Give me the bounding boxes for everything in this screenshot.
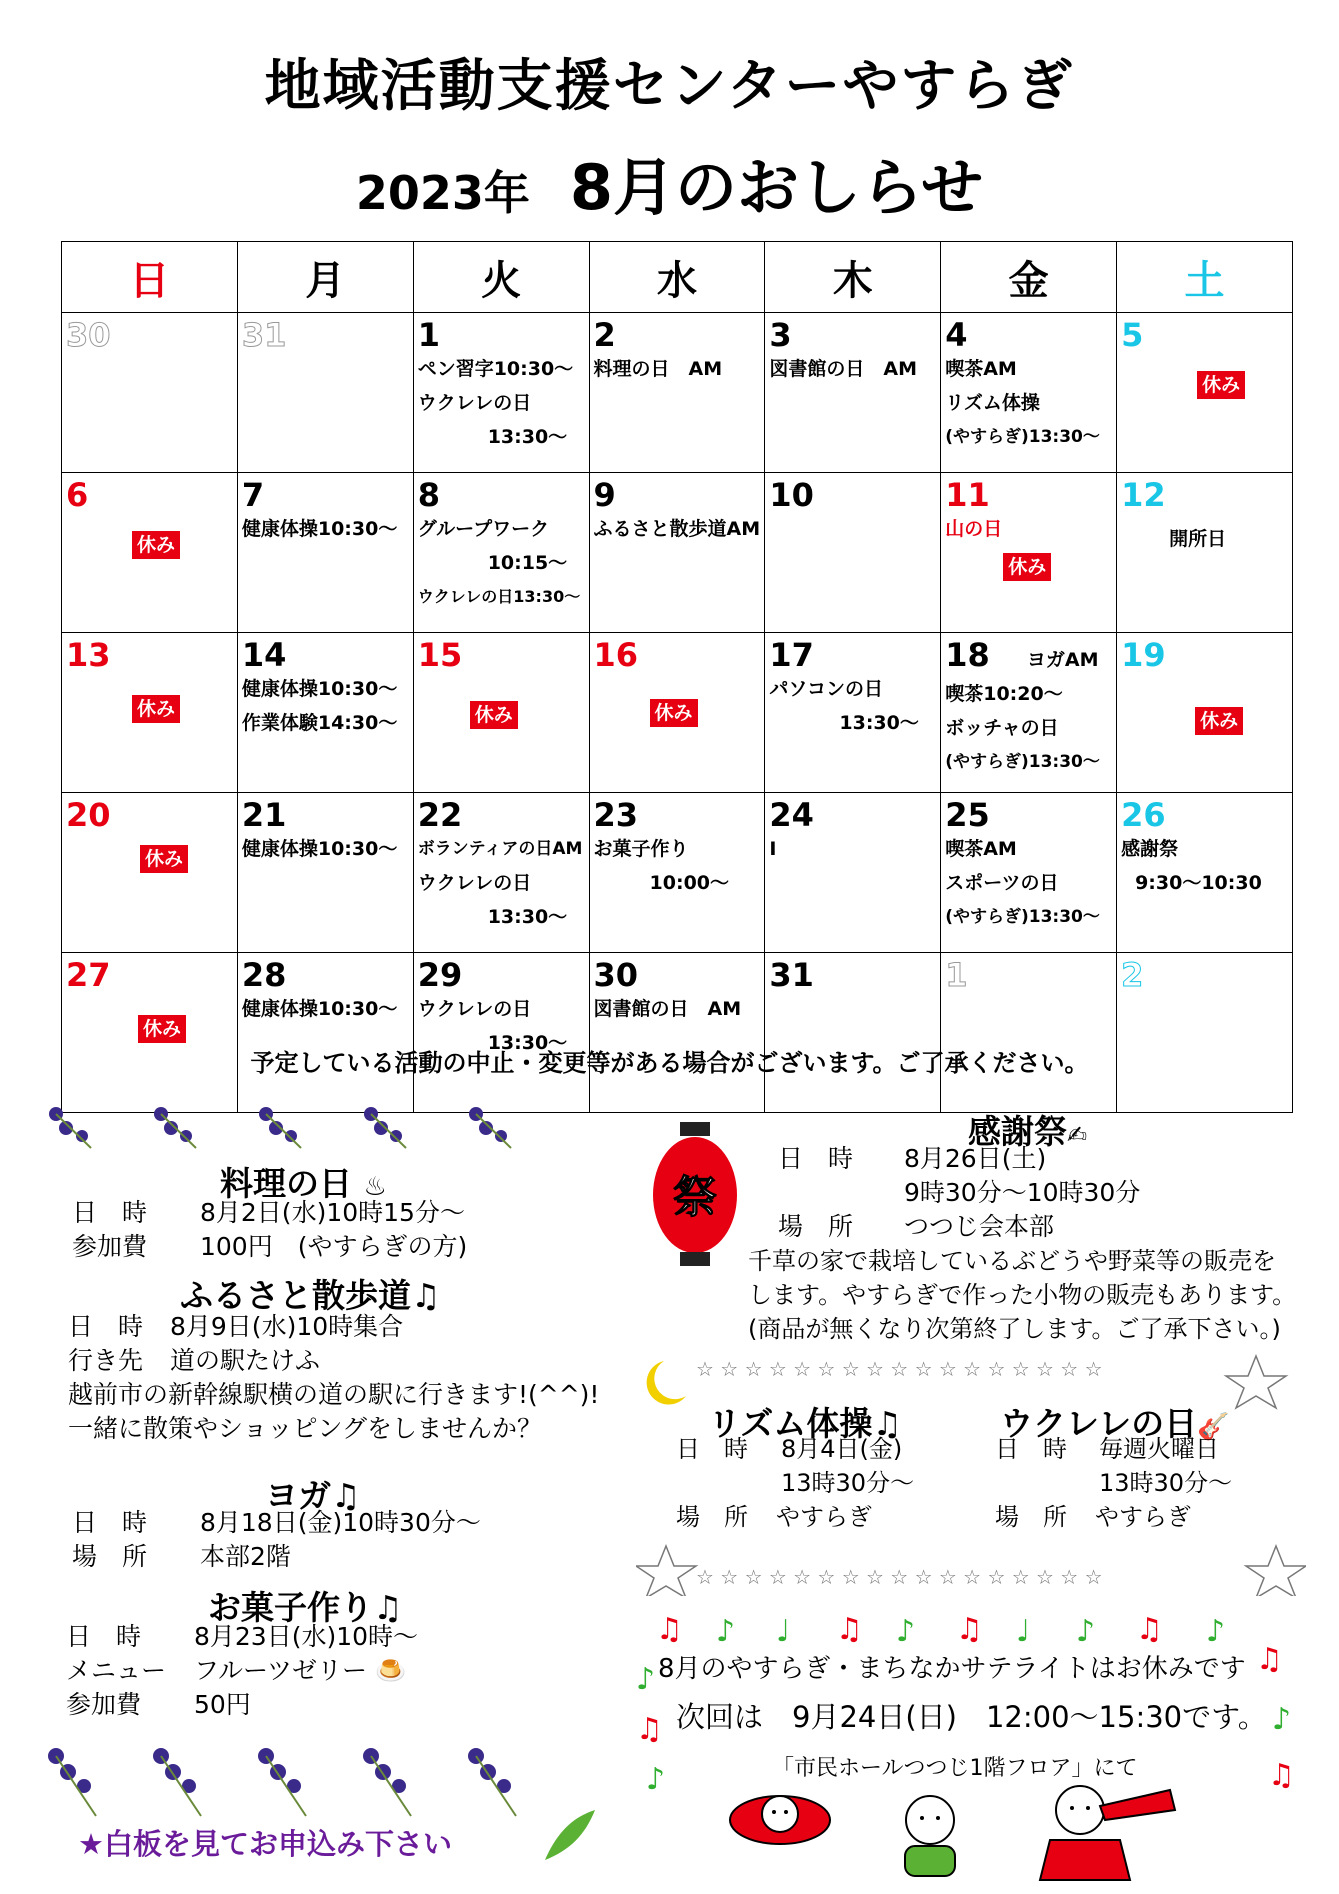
day-cell — [237, 953, 413, 1113]
event-text: (やすらぎ)13:30～ — [945, 752, 1100, 772]
day-cell — [1117, 953, 1293, 1113]
detail-value: 9時30分～10時30分 — [904, 1178, 1141, 1207]
detail-value: 道の駅たけふ — [170, 1346, 321, 1375]
day-number: 1 — [417, 316, 440, 354]
day-number: 3 — [769, 316, 792, 354]
cooking-details — [72, 1196, 467, 1264]
day-cell — [1117, 313, 1293, 473]
detail-value: やすらぎ — [776, 1503, 872, 1531]
day-number: 6 — [66, 476, 89, 514]
detail-value: 8月26日(土) — [904, 1144, 1047, 1173]
cooking-title-text: 料理の日 — [220, 1164, 352, 1203]
closed-badge: 休み — [140, 845, 188, 873]
detail-text: 越前市の新幹線駅横の道の駅に行きます!(^^)! — [68, 1380, 600, 1409]
festival-description — [748, 1244, 1296, 1346]
closed-badge: 休み — [1197, 371, 1245, 399]
closed-badge: 休み — [470, 701, 518, 729]
page-subtitle — [0, 138, 1339, 227]
walk-details — [68, 1310, 599, 1446]
day-cell — [62, 473, 238, 633]
weekday-wed: 水 — [589, 242, 765, 313]
day-cell — [765, 313, 941, 473]
svg-text:♪: ♪ — [1076, 1614, 1096, 1649]
detail-value: 8月2日(水)10時15分～ — [200, 1198, 465, 1227]
flower-border-icon — [36, 1100, 596, 1150]
detail-key: 日 時 — [68, 1312, 144, 1341]
jelly-icon: 🍮 — [374, 1656, 407, 1685]
svg-text:♩: ♩ — [776, 1614, 791, 1649]
day-cell — [237, 633, 413, 793]
day-cell — [237, 473, 413, 633]
day-cell — [589, 313, 765, 473]
event-text: 健康体操10:30～ — [241, 998, 398, 1020]
ukulele-title-text: ウクレレの日 — [1000, 1404, 1198, 1443]
event-text: ヨガAM — [1026, 649, 1099, 671]
svg-text:♫: ♫ — [956, 1612, 983, 1647]
calendar-notice: 予定している活動の中止・変更等がある場合がございます。ご了承ください。 — [250, 1049, 1089, 1077]
day-cell — [62, 953, 238, 1113]
rhythm-title: リズム体操♫ — [708, 1404, 902, 1443]
moon-icon — [647, 1361, 686, 1405]
detail-text: (商品が無くなり次第終了します。ご了承下さい。) — [748, 1315, 1281, 1343]
detail-key: 日 時 — [66, 1622, 142, 1651]
day-number — [945, 638, 1112, 677]
day-cell — [1117, 633, 1293, 793]
detail-value: 8月23日(水)10時～ — [194, 1622, 419, 1651]
calendar-table — [61, 241, 1293, 1113]
day-cell — [765, 953, 941, 1113]
event-text: ウクレレの日13:30～ — [417, 587, 581, 606]
event-text: 図書館の日 AM — [769, 358, 917, 380]
day-number: 25 — [945, 796, 990, 834]
day-number: 31 — [769, 956, 814, 994]
event-text: (やすらぎ)13:30～ — [945, 907, 1100, 927]
svg-text:♪: ♪ — [646, 1762, 666, 1797]
closed-badge: 休み — [1003, 553, 1051, 581]
day-cell — [62, 633, 238, 793]
detail-value: フルーツゼリー — [194, 1656, 368, 1685]
closed-badge: 休み — [132, 695, 180, 723]
day-number: 11 — [945, 476, 990, 514]
lantern-icon — [650, 1120, 740, 1270]
event-text: 10:15～ — [487, 552, 568, 574]
detail-value: 8月9日(水)10時集合 — [170, 1312, 404, 1341]
weekday-mon: 月 — [237, 242, 413, 313]
day-cell — [941, 633, 1117, 793]
detail-key: 日 時 — [72, 1198, 148, 1227]
event-text: 開所日 — [1169, 528, 1227, 550]
detail-value: 13時30分～ — [1099, 1469, 1233, 1497]
event-text: ペン習字10:30～ — [417, 358, 574, 380]
flower-border-icon — [36, 1740, 596, 1820]
day-cell — [413, 473, 589, 633]
weekday-tue: 火 — [413, 242, 589, 313]
day-number: 7 — [241, 476, 265, 514]
day-number: 21 — [241, 796, 287, 834]
rhythm-details — [676, 1432, 914, 1534]
day-cell — [413, 313, 589, 473]
day-number: 27 — [66, 956, 111, 994]
day-cell — [413, 793, 589, 953]
weekday-sat: 土 — [1117, 242, 1293, 313]
day-number: 14 — [241, 636, 287, 674]
day-number: 30 — [66, 316, 111, 354]
day-number: 12 — [1121, 476, 1166, 514]
event-text: I — [769, 838, 777, 860]
day-number: 1 — [945, 956, 968, 994]
day-number: 19 — [1121, 636, 1166, 674]
event-text: 図書館の日 AM — [593, 998, 742, 1020]
event-text: パソコンの日 — [769, 678, 883, 700]
detail-text: 一緒に散策やショッピングをしませんか？ — [68, 1414, 543, 1443]
detail-text: します。やすらぎで作った小物の販売もあります。 — [748, 1281, 1297, 1309]
svg-text:☆ ☆ ☆ ☆ ☆ ☆ ☆ ☆ ☆ ☆ ☆ ☆ ☆ ☆ ☆: ☆ ☆ ☆ ☆ ☆ ☆ ☆ ☆ ☆ ☆ ☆ ☆ ☆ ☆ ☆ ☆ ☆ — [696, 1357, 1103, 1381]
svg-text:♩: ♩ — [1016, 1614, 1031, 1649]
festival-title-text: 感謝祭 — [968, 1112, 1067, 1151]
day-number: 13 — [66, 636, 111, 674]
day-number: 23 — [593, 796, 639, 834]
event-text: (やすらぎ)13:30～ — [945, 427, 1100, 447]
detail-value: 本部2階 — [200, 1542, 291, 1571]
detail-value: 毎週火曜日 — [1099, 1435, 1219, 1463]
event-text: 健康体操10:30～ — [241, 838, 398, 860]
week-row — [62, 633, 1293, 793]
event-text: 作業体験14:30～ — [241, 712, 398, 734]
ukulele-details — [995, 1432, 1232, 1534]
svg-text:♫: ♫ — [1268, 1758, 1295, 1793]
yoga-details — [72, 1506, 481, 1574]
event-text: ボランティアの日AM — [417, 839, 583, 859]
day-number: 5 — [1121, 316, 1144, 354]
sweets-details — [66, 1620, 418, 1722]
day-number: 10 — [769, 476, 814, 514]
apply-note: ★白板を見てお申込み下さい — [78, 1827, 452, 1861]
satellite-line3: 「市民ホールつつじ1階フロア」にて — [772, 1756, 1138, 1781]
svg-text:♪: ♪ — [896, 1614, 916, 1649]
satellite-line2: 次回は 9月24日(日) 12:00～15:30です。 — [676, 1700, 1267, 1734]
pot-icon: ♨ — [363, 1172, 387, 1202]
weekday-thu: 木 — [765, 242, 941, 313]
day-number: 9 — [593, 476, 616, 514]
week-row — [62, 953, 1293, 1113]
day-number: 30 — [593, 956, 639, 994]
day-number: 2 — [1121, 956, 1144, 994]
day-number: 31 — [241, 316, 287, 354]
day-cell — [237, 313, 413, 473]
lantern-text: 祭 — [673, 1172, 717, 1223]
day-cell — [765, 473, 941, 633]
event-text: 喫茶AM — [945, 358, 1017, 380]
event-text: ウクレレの日 — [417, 392, 532, 414]
detail-key: 参加費 — [66, 1690, 142, 1719]
day-cell — [941, 793, 1117, 953]
detail-key: 場 所 — [778, 1212, 854, 1241]
guitar-icon: 🎸 — [1197, 1412, 1230, 1442]
detail-text: 千草の家で栽培しているぶどうや野菜等の販売を — [748, 1247, 1276, 1275]
event-text: グループワーク — [417, 518, 550, 540]
detail-value: つつじ会本部 — [904, 1212, 1055, 1241]
weekday-header-row — [62, 242, 1293, 313]
week-row — [62, 313, 1293, 473]
weekday-sun: 日 — [62, 242, 238, 313]
day-number: 24 — [769, 796, 814, 834]
day-cell — [62, 313, 238, 473]
event-text: ボッチャの日 — [945, 717, 1059, 739]
day-number: 20 — [66, 796, 111, 834]
day-number: 8 — [417, 476, 440, 514]
event-text: 喫茶AM — [945, 838, 1017, 860]
detail-key: 場 所 — [72, 1542, 148, 1571]
day-cell — [413, 953, 589, 1113]
event-text: ウクレレの日 — [417, 998, 532, 1020]
day-cell — [413, 633, 589, 793]
svg-text:♪: ♪ — [636, 1662, 656, 1697]
detail-key: 日 時 — [676, 1435, 748, 1463]
closed-badge: 休み — [1195, 707, 1243, 735]
closed-badge: 休み — [650, 699, 698, 727]
event-text: 健康体操10:30～ — [241, 518, 398, 540]
day-cell — [941, 473, 1117, 633]
svg-text:♫: ♫ — [1136, 1612, 1163, 1647]
event-text: スポーツの日 — [945, 872, 1059, 894]
event-text: 9:30～10:30 — [1135, 872, 1262, 894]
leaf-icon — [540, 1805, 600, 1865]
walk-title: ふるさと散歩道♫ — [180, 1276, 441, 1315]
day-cell — [1117, 793, 1293, 953]
day-cell — [941, 953, 1117, 1113]
day-cell — [62, 793, 238, 953]
day-number: 16 — [593, 636, 639, 674]
event-text: 料理の日 AM — [593, 358, 723, 380]
svg-text:♪: ♪ — [1206, 1614, 1226, 1649]
day-number: 28 — [241, 956, 287, 994]
event-text: 13:30～ — [839, 712, 919, 734]
day-number: 2 — [593, 316, 616, 354]
event-text: 10:00～ — [649, 872, 730, 894]
pencil-icon: ✍ — [1067, 1121, 1088, 1149]
sweets-title: お菓子作り♫ — [208, 1588, 403, 1627]
day-cell — [1117, 473, 1293, 633]
day-cell — [589, 473, 765, 633]
day-number-value: 18 — [945, 636, 990, 674]
weekday-fri: 金 — [941, 242, 1117, 313]
svg-text:♪: ♪ — [1272, 1702, 1292, 1737]
week-row — [62, 473, 1293, 633]
detail-key: 日 時 — [72, 1508, 148, 1537]
detail-value: 13時30分～ — [781, 1469, 915, 1497]
day-number: 17 — [769, 636, 814, 674]
event-text: 喫茶10:20～ — [945, 683, 1063, 705]
day-cell — [765, 793, 941, 953]
title-month: 8月のおしらせ — [569, 151, 984, 224]
svg-text:♫: ♫ — [636, 1712, 663, 1747]
day-number: 26 — [1121, 796, 1166, 834]
event-text: 感謝祭 — [1121, 838, 1179, 860]
detail-value: やすらぎ — [1095, 1503, 1191, 1531]
svg-text:♫: ♫ — [656, 1612, 683, 1647]
event-text: ウクレレの日 — [417, 872, 532, 894]
day-cell — [589, 793, 765, 953]
detail-key: 日 時 — [778, 1144, 854, 1173]
detail-key: 場 所 — [676, 1503, 748, 1531]
event-text: お菓子作り — [593, 838, 689, 860]
title-year: 2023年 — [355, 166, 530, 220]
event-text: 13:30～ — [487, 906, 568, 928]
closed-badge: 休み — [138, 1015, 186, 1043]
detail-value: 50円 — [194, 1690, 251, 1719]
svg-text:♫: ♫ — [836, 1612, 863, 1647]
yoga-title: ヨガ♫ — [265, 1476, 361, 1515]
event-text: 健康体操10:30～ — [241, 678, 398, 700]
event-text: 13:30～ — [487, 426, 568, 448]
day-cell — [765, 633, 941, 793]
day-cell — [237, 793, 413, 953]
day-cell — [941, 313, 1117, 473]
day-number: 22 — [417, 796, 463, 834]
event-text: ふるさと散歩道AM — [593, 518, 761, 540]
event-text: 13:30～ — [487, 1032, 568, 1054]
day-cell — [589, 953, 765, 1113]
day-number: 15 — [417, 636, 463, 674]
detail-key: メニュー — [66, 1656, 167, 1685]
day-cell — [589, 633, 765, 793]
detail-value: 8月18日(金)10時30分～ — [200, 1508, 481, 1537]
satellite-line1: 8月のやすらぎ・まちなかサテライトはお休みです — [658, 1654, 1246, 1684]
detail-key: 行き先 — [68, 1346, 144, 1375]
day-number: 4 — [945, 316, 968, 354]
day-number: 29 — [417, 956, 463, 994]
detail-value: 100円 (やすらぎの方) — [200, 1232, 468, 1261]
band-characters-icon — [720, 1780, 1190, 1885]
detail-key: 日 時 — [995, 1435, 1067, 1463]
detail-key: 場 所 — [995, 1503, 1067, 1531]
svg-text:♪: ♪ — [716, 1614, 736, 1649]
svg-text:♫: ♫ — [1256, 1642, 1283, 1677]
festival-details — [778, 1142, 1140, 1244]
holiday-text: 山の日 — [945, 518, 1003, 540]
event-text: リズム体操 — [945, 392, 1040, 414]
detail-value: 8月4日(金) — [781, 1435, 903, 1463]
closed-badge: 休み — [132, 531, 180, 559]
svg-text:☆ ☆ ☆ ☆ ☆ ☆ ☆ ☆ ☆ ☆ ☆ ☆ ☆ ☆ ☆: ☆ ☆ ☆ ☆ ☆ ☆ ☆ ☆ ☆ ☆ ☆ ☆ ☆ ☆ ☆ ☆ ☆ — [696, 1565, 1103, 1589]
page-title: 地域活動支援センターやすらぎ — [264, 54, 1075, 119]
week-row — [62, 793, 1293, 953]
detail-key: 参加費 — [72, 1232, 148, 1261]
